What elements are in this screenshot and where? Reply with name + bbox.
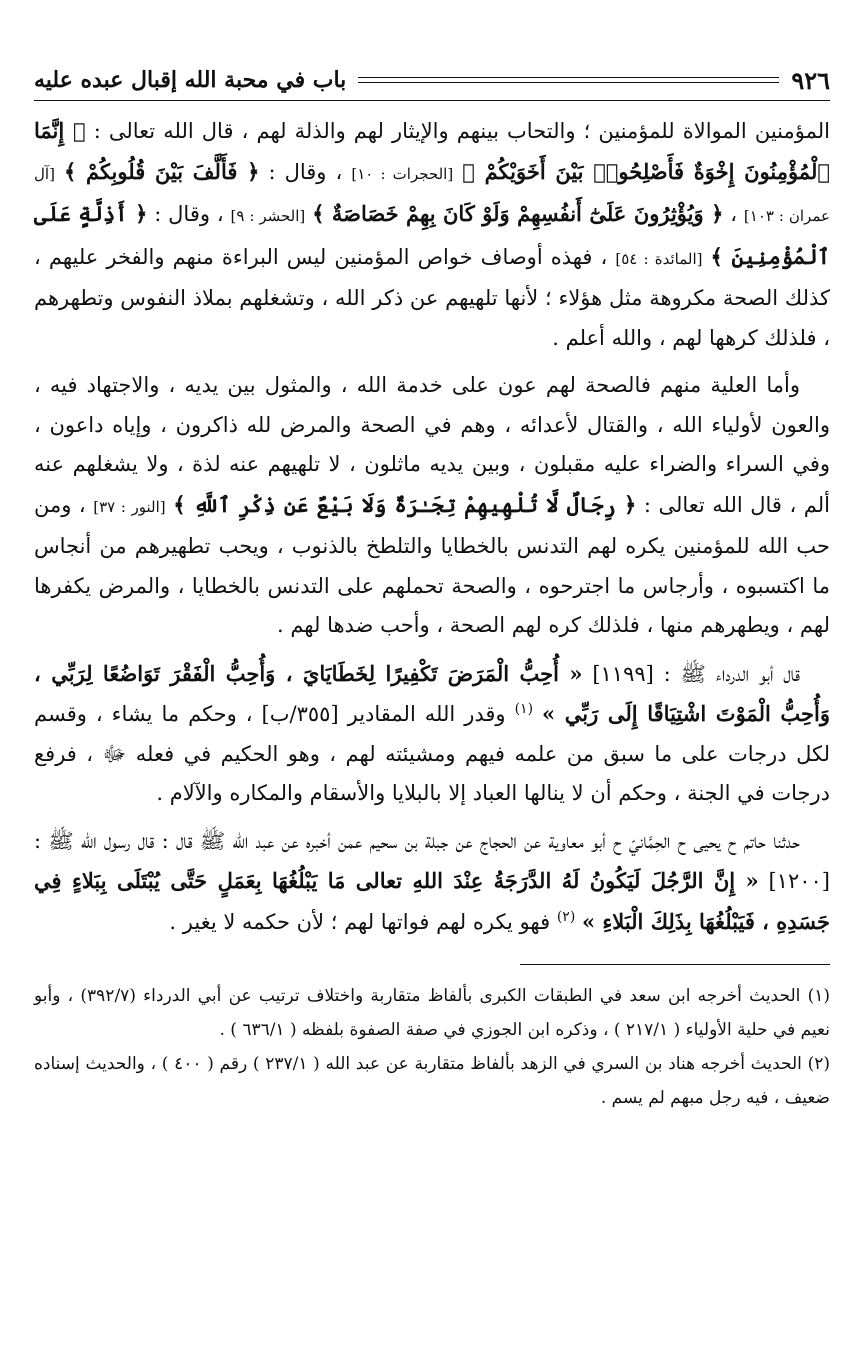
paragraph-3 [34,654,830,814]
chapter-title: باب في محبة الله إقبال عبده عليه [34,67,347,93]
paragraph-2 [34,366,830,646]
text-segment: وقدر الله المقادير [٣٥٥/ب] ، وحكم ما يشاء ، وقسم لكل درجات على ما سبق من علمه فيهم ومشيئته لهم ، وهو الحكيم في فعله ﷻ ، فرفع درجات في الجنة ، وحكم أن لا ينالها العباد إلا بالبلايا والأسقام والمكاره والآلام . [34,702,830,805]
book-page [34,60,830,1115]
hadith-text: « أُحِبُّ الْمَرَضَ تَكْفِيرًا لِخَطَايَايَ ، وَأُحِبُّ الْفَقْرَ تَوَاضُعًا لِرَبِّي ، وَأُحِبُّ الْمَوْتَ اشْتِيَاقًا إِلَى رَبِّي » [34,660,830,726]
text-segment: المؤمنين الموالاة للمؤمنين ؛ والتحاب بينهم والإيثار لهم والذلة لهم ، قال الله تعالى : [93,119,830,143]
text-segment: ، [730,202,738,226]
text-segment: ، ومن حب الله للمؤمنين يكره لهم التدنس بالخطايا والتلطخ بالذنوب ، ويحب تطهيرهم من أنجاس ما اكتسبوه ، وأرجاس ما اجترحوه ، والصحة تحملهم على التدنس بالخطايا ، والمرض يكفرها لهم ، ويطهرهم منها ، فلذلك كره لهم الصحة ، وأحب ضدها لهم . [34,492,830,637]
footnote-divider [520,964,830,965]
footnotes [34,979,830,1115]
page-number: ٩٢٦ [791,65,830,95]
verse-citation: [المائدة : ٥٤] [615,249,703,268]
quran-verse: ﴿ فَأَلَّفَ بَيْنَ قُلُوبِكُمْ ﴾ [63,158,260,184]
footnote-2: (٢) الحديث أخرجه هناد بن السري في الزهد بألفاظ متقاربة عن عبد الله ( ٢٣٧/١ ) رقم ( ٤٠٠ ) ، والحديث إسناده ضعيف ، فيه رجل مبهم لم يسم . [34,1054,831,1108]
text-segment: ، فهذه أوصاف خواص المؤمنين ليس البراءة منهم والفخر عليهم ، كذلك الصحة مكروهة مثل هؤلاء ؛ لأنها تلهيهم عن ذكر الله ، وتشغلهم بملاذ النفوس وتطهرهم ، فلذلك كرهها لهم ، والله أعلم . [34,244,830,350]
quran-verse: ﴿ إِنَّمَا ٱلْمُؤْمِنُونَ إِخْوَةٌ فَأَصْلِحُوا۟ بَيْنَ أَخَوَيْكُمْ ﴾ [34,118,830,184]
header-rule [358,77,779,83]
footnote-ref: (١) [514,701,534,717]
paragraph-1 [34,111,830,358]
quran-verse: ﴿ رِجَالٌ لَّا تُلْهِيهِمْ تِجَـٰرَةٌ وَلَا بَيْعٌ عَن ذِكْرِ ٱللَّهِ ﴾ [173,491,637,517]
quran-verse: ﴿ وَيُؤْثِرُونَ عَلَىٰٓ أَنفُسِهِمْ وَلَوْ كَانَ بِهِمْ خَصَاصَةٌ ﴾ [312,201,724,226]
paragraph-4 [34,822,830,943]
verse-citation: [الحشر : ٩] [230,207,306,225]
text-segment: فهو يكره لهم فواتها لهم ؛ لأن حكمه لا يغير . [169,909,551,934]
quran-verse: ﴿ أَذِلَّةٍ عَلَى ٱلْمُؤْمِنِينَ ﴾ [34,201,830,269]
page-header [34,60,830,101]
verse-citation: [النور : ٣٧] [93,497,166,516]
main-text [34,111,830,942]
verse-citation: [آل عمران : ١٠٣] [34,164,830,225]
text-segment: حدثنا حاتم ح يحيى ح الحِمَّانيّ ح أبو معاوية عن الحجاج عن جبلة بن سحيم عمن أخبره عن عبد الله ﷺ قال : قال رسول الله ﷺ : [١٢٠٠] [34,828,830,893]
text-segment: قال أبو الدرداء ﷺ : [١١٩٩] [592,661,800,686]
hadith-text: « إِنَّ الرَّجُلَ لَيَكُونُ لَهُ الدَّرَجَةُ عِنْدَ اللهِ تعالى مَا يَبْلُغُهَا بِعَمَلٍ حَتَّى يُبْتَلَى بِبَلاءٍ فِي جَسَدِهِ ، فَيَبْلُغُهَا بِذَلِكَ الْبَلاءِ » [34,868,830,934]
text-segment: وأما العلية منهم فالصحة لهم عون على خدمة الله ، والمثول بين يديه ، والاجتهاد فيه ، والعون لأولياء الله ، والقتال لأعدائه ، وهم في الصحة والمرض لله ذاكرون ، وإياه داعون ، وفي السراء والضراء عليه مقبلون ، وبين يديه ماثلون ، لا تلهيهم عنه لذة ، ولا يشغلهم عنه ألم ، قال الله تعالى : [34,373,830,517]
verse-citation: [الحجرات : ١٠] [351,164,454,183]
text-segment: ، وقال : [268,159,343,184]
text-segment: ، وقال : [154,202,224,226]
footnote-1: (١) الحديث أخرجه ابن سعد في الطبقات الكبرى بألفاظ متقاربة واختلاف ترتيب عن أبي الدرداء (٣٩٢/٧) ، وأبو نعيم في حلية الأولياء ( ٢١٧/١ ) ، وذكره ابن الجوزي في صفة الصفوة بلفظه ( ٦٣٦/١ ) . [34,986,831,1040]
footnote-ref: (٢) [556,908,576,925]
